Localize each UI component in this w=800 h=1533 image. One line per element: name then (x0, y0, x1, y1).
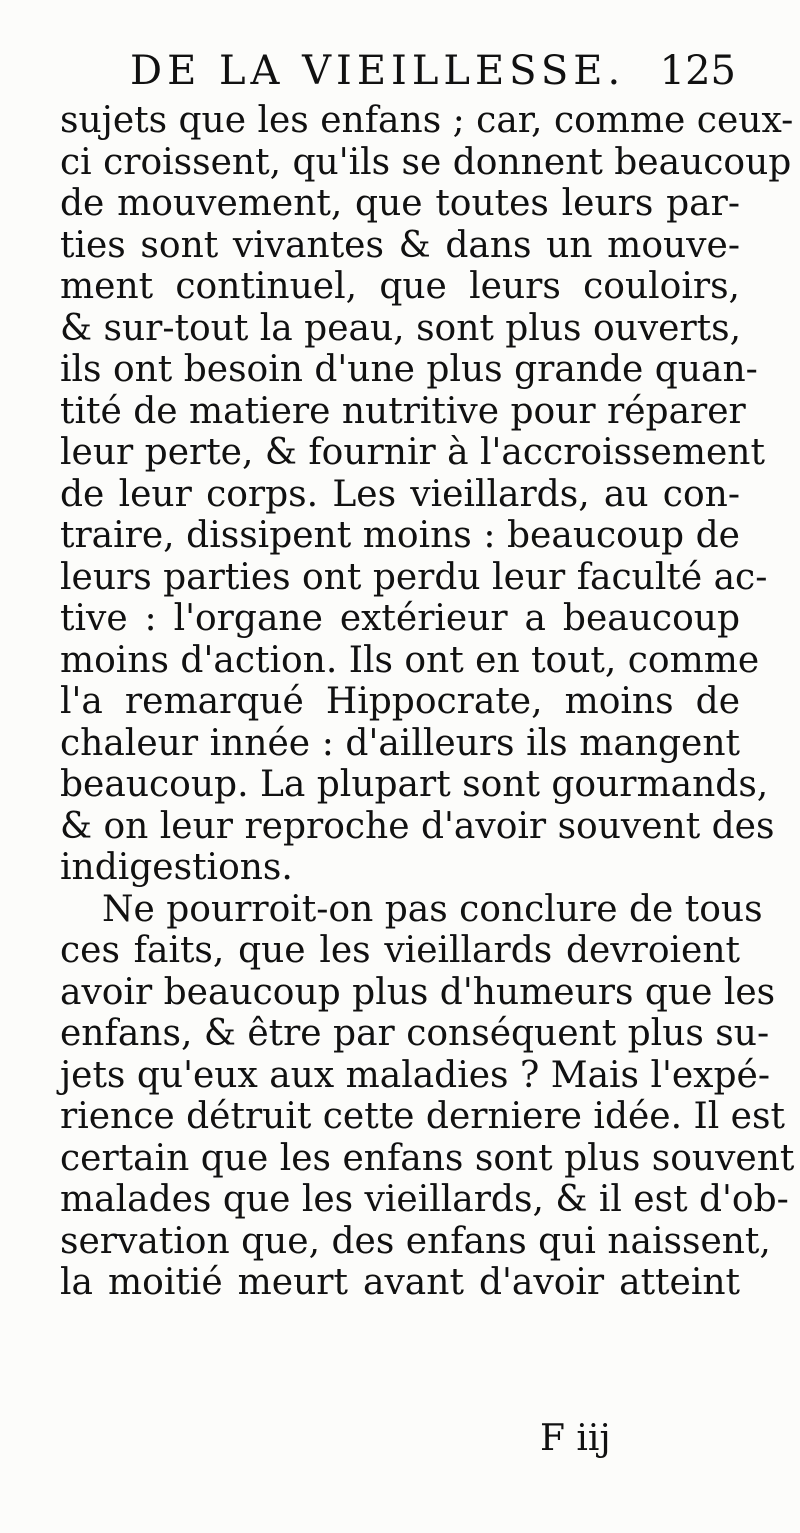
paragraph-start-line: Ne pourroit-on pas conclure de tous (102, 888, 763, 930)
text-line: rience détruit cette derniere idée. Il est (60, 1096, 785, 1137)
text-line: ils ont besoin d'une plus grande quan- (60, 349, 758, 390)
text-line: ci croissent, qu'ils se donnent beaucoup (60, 141, 792, 183)
text-line: traire, dissipent moins : beaucoup de (60, 515, 740, 556)
page-header (130, 48, 750, 100)
text-line: de mouvement, que toutes leurs par- (60, 183, 740, 224)
text-line: certain que les enfans sont plus souvent (60, 1137, 795, 1179)
text-line: la moitié meurt avant d'avoir atteint (60, 1262, 740, 1303)
page-number: 125 (659, 48, 736, 94)
text-line: enfans, & être par conséquent plus su- (60, 1013, 770, 1054)
text-line: malades que les vieillards, & il est d'ob- (60, 1179, 789, 1220)
text-line: tité de matiere nutritive pour réparer (60, 390, 746, 432)
text-line: chaleur innée : d'ailleurs ils mangent (60, 722, 740, 764)
body-text (60, 100, 795, 1304)
text-line: ces faits, que les vieillards devroient (60, 930, 740, 971)
text-line: de leur corps. Les vieillards, au con- (60, 473, 740, 515)
text-line: moins d'action. Ils ont en tout, comme (60, 639, 760, 681)
text-line: avoir beaucoup plus d'humeurs que les (60, 971, 776, 1013)
running-title: DE LA VIEILLESSE. (130, 48, 626, 94)
text-line: ties sont vivantes & dans un mouve- (60, 224, 740, 266)
text-line: sujets que les enfans ; car, comme ceux- (60, 100, 794, 141)
text-line: jets qu'eux aux maladies ? Mais l'expé- (60, 1054, 770, 1096)
text-line: l'a remarqué Hippocrate, moins de (60, 681, 740, 722)
text-line: & sur-tout la peau, sont plus ouverts, (60, 307, 742, 349)
text-line: tive : l'organe extérieur a beaucoup (60, 598, 740, 639)
text-line: beaucoup. La plupart sont gourmands, (60, 764, 769, 805)
paragraph-end-line: indigestions. (60, 847, 293, 888)
text-line: leur perte, & fournir à l'accroissement (60, 432, 765, 473)
text-line: servation que, des enfans qui naissent, (60, 1220, 771, 1262)
signature-mark: F iij (540, 1418, 611, 1459)
text-line: & on leur reproche d'avoir souvent des (60, 805, 775, 847)
text-line: ment continuel, que leurs couloirs, (60, 266, 740, 307)
text-line: leurs parties ont perdu leur faculté ac- (60, 556, 768, 598)
